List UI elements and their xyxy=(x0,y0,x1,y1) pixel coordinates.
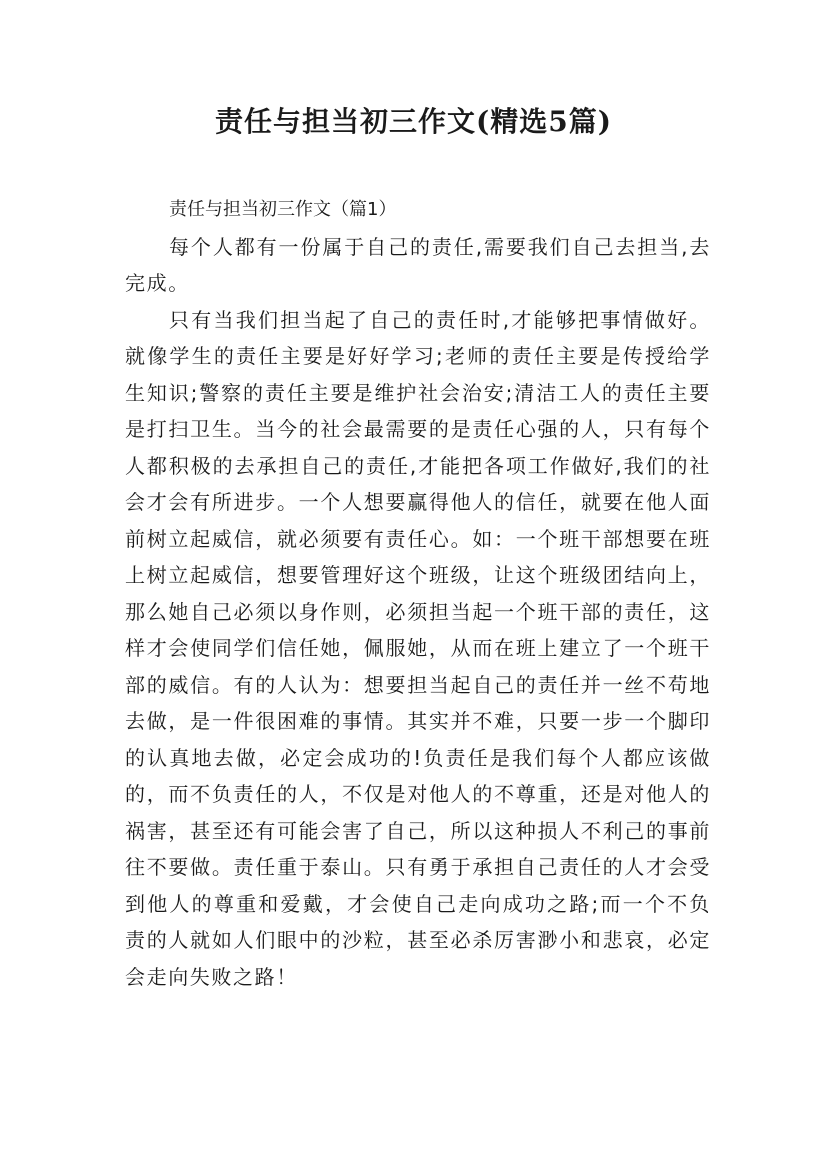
paragraph-1: 每个人都有一份属于自己的责任,需要我们自己去担当,去完成。 xyxy=(125,234,711,295)
paragraph-2: 只有当我们担当起了自己的责任时,才能够把事情做好。就像学生的责任主要是好好学习;老师的责任主要是传授给学生知识;警察的责任主要是维护社会治安;清洁工人的责任主要是打扫卫生。当今的社会最需要的是责任心强的人，只有每个人都积极的去承担自己的责任,才能把各项工作做好,我们的社会才会有所进步。一个人想要赢得他人的信任，就要在他人面前树立起威信，就必须要有责任心。如：一个班干部想要在班上树立起威信，想要管理好这个班级，让这个班级团结向上，那么她自己必须以身作则，必须担当起一个班干部的责任，这样才会使同学们信任她，佩服她，从而在班上建立了一个班干部的威信。有的人认为：想要担当起自己的责任并一丝不苟地去做，是一件很困难的事情。其实并不难，只要一步一个脚印的认真地去做，必定会成功的!负责任是我们每个人都应该做的，而不负责任的人，不仅是对他人的不尊重，还是对他人的祸害，甚至还有可能会害了自己，所以这种损人不利己的事前往不要做。责任重于泰山。只有勇于承担自己责任的人才会受到他人的尊重和爱戴，才会使自己走向成功之路;而一个不负责的人就如人们眼中的沙粒，甚至必杀厉害渺小和悲哀，必定会走向失败之路！ xyxy=(125,307,711,989)
document-title: 责任与担当初三作文(精选5篇) xyxy=(215,105,612,138)
section-heading: 责任与担当初三作文（篇1） xyxy=(169,199,397,220)
document-body xyxy=(125,192,711,995)
